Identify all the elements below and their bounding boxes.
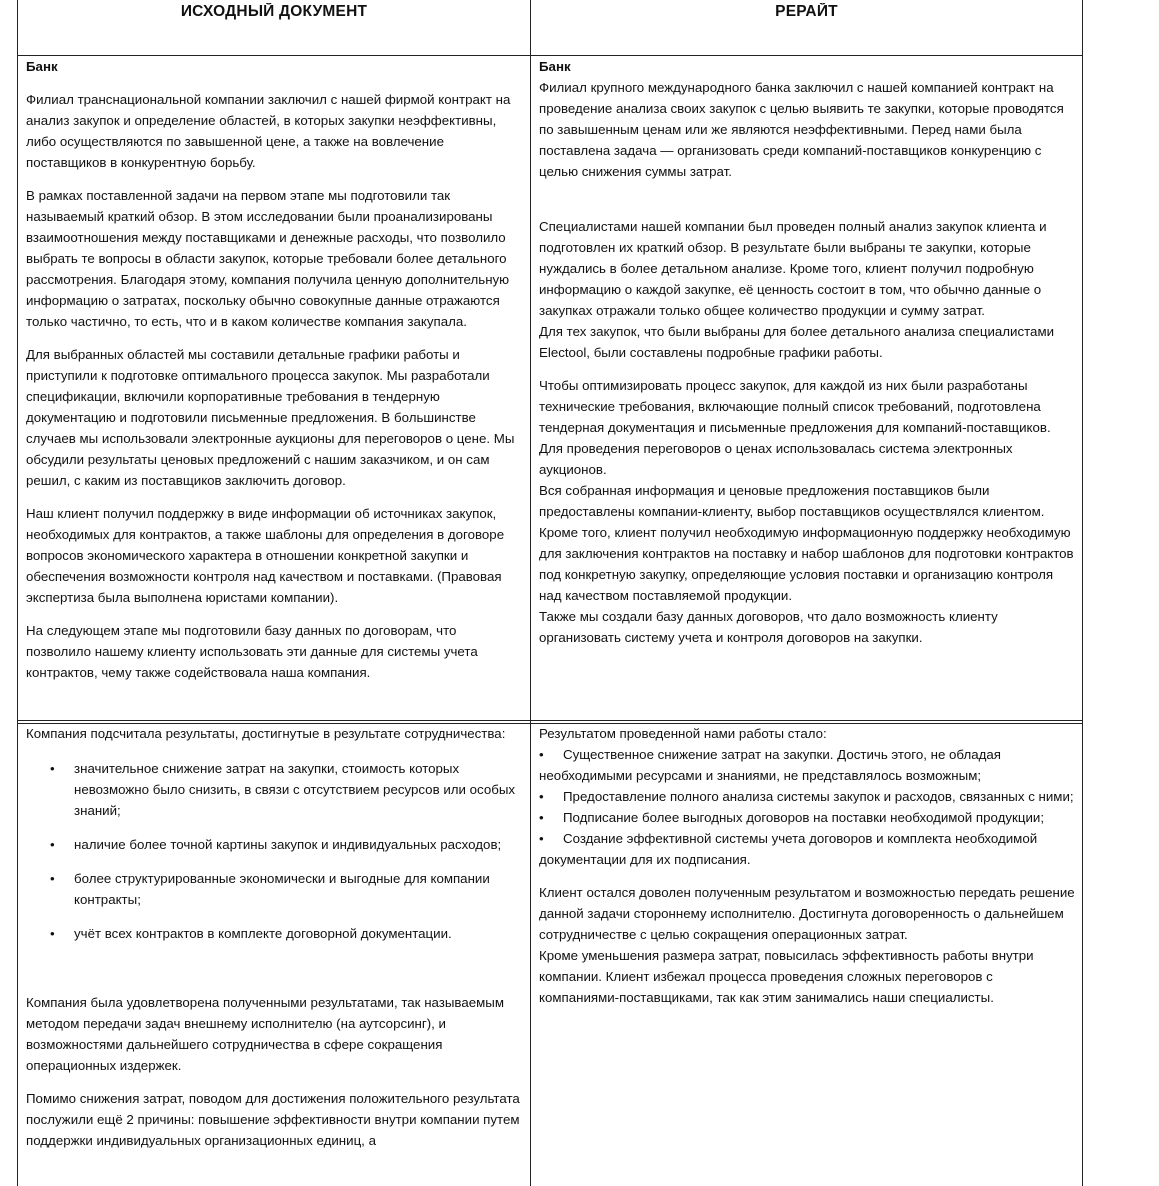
original-results-intro: Компания подсчитала результаты, достигнутые в результате сотрудничества: [26, 726, 506, 741]
bullet-icon: • [539, 789, 544, 804]
list-item [539, 828, 1076, 870]
original-paragraph: Для выбранных областей мы составили детальные графики работы и приступили к подготовке оптимального процесса закупок. Мы разработали спецификации, включили корпоративные требования в тендерную документацию и подготовили письменные предложения. В большинстве случаев мы использовали электронные аукционы для переговоров о цене. Мы обсудили результаты ценовых предложений с нашим заказчиком, и он сам решил, с каким из поставщиков заключить договор. [26, 347, 515, 488]
list-item [26, 758, 524, 821]
rewrite-paragraph: Чтобы оптимизировать процесс закупок, для каждой из них были разработаны технические требования, включающие полный список требований, подготовлена тендерная документация и письменные предложения для компаний-поставщиков. Для проведения переговоров о ценах использовалась система электронных аукционов. [539, 378, 1051, 477]
rewrite-paragraph: Специалистами нашей компании был проведен полный анализ закупок клиента и подготовлен их краткий обзор. В результате были выбраны те закупки, которые нуждались в более детальном анализе. Кроме того, клиент получил подробную информацию о каждой закупке, её ценность состоит в том, что обычно данные о закупках отражали только общее количество продукции и сумму затрат. [539, 219, 1047, 318]
original-text-block-2 [18, 723, 530, 1186]
rewrite-paragraph: Кроме уменьшения размера затрат, повысилась эффективность работы внутри компании. Клиент избежал процесса проведения сложных переговоров с компаниями-поставщиками, так как этим занимались наши специалисты. [539, 948, 1034, 1005]
header-original [18, 3, 530, 21]
original-paragraph: Компания была удовлетворена полученными результатами, так называемым методом передачи задач внешнему исполнителю (на аутсорсинг), и возможностями дальнейшего сотрудничества в сфере сокращения операционных издержек. [26, 995, 504, 1073]
rewrite-text-block-1 [531, 56, 1082, 720]
header-original-label: ИСХОДНЫЙ ДОКУМЕНТ [180, 3, 368, 20]
header-rewrite [531, 3, 1082, 21]
list-item [539, 744, 1076, 786]
list-item-text: Создание эффективной системы учета договоров и комплекта необходимой документации для их подписания. [539, 831, 1038, 867]
rewrite-paragraph: Для тех закупок, что были выбраны для более детального анализа специалистами Electool, были составлены подробные графики работы. [539, 324, 1055, 360]
original-paragraph: На следующем этапе мы подготовили базу данных по договорам, что позволило нашему клиенту использовать эти данные для системы учета контрактов, чему также содействовала наша компания. [26, 623, 478, 680]
original-paragraph: Филиал транснациональной компании заключил с нашей фирмой контракт на анализ закупок и определение областей, в которых закупки неэффективны, либо осуществляются по завышенной цене, а также на вовлечение поставщиков в конкурентную борьбу. [26, 92, 511, 170]
row-divider-top [17, 720, 1083, 721]
rewrite-paragraph: Кроме того, клиент получил необходимую информационную поддержку необходимую для заключения контрактов на поставку и набор шаблонов для подготовки контрактов под конкретную закупку, определяющие условия поставки и организацию контроля над качеством поставляемой продукции. [539, 525, 1074, 603]
original-paragraph: В рамках поставленной задачи на первом этапе мы подготовили так называемый краткий обзор. В этом исследовании были проанализированы взаимоотношения между поставщиками и денежные расходы, что позволило выбрать те вопросы в области закупок, которые требовали более детального рассмотрения. Благодаря этому, компания получила ценную дополнительную информацию о затратах, поскольку обычно совокупные данные отражаются только частично, то есть, что и в каком количестве компания закупала. [26, 188, 510, 329]
rewrite-results-list [539, 744, 1076, 870]
list-item [539, 786, 1076, 807]
list-item-text: Предоставление полного анализа системы закупок и расходов, связанных с ними; [563, 789, 1074, 804]
list-item-text: Существенное снижение затрат на закупки. Достичь этого, не обладая необходимыми ресурсами и знаниями, не представлялось возможным; [539, 747, 1001, 783]
list-item-text: более структурированные экономически и выгодные для компании контракты; [74, 871, 490, 907]
rewrite-paragraph: Филиал крупного международного банка заключил с нашей компанией контракт на проведение анализа своих закупок с целью выявить те закупки, которые проводятся по завышенным ценам или же являются неэффективными. Перед нами была поставлена задача — организовать среди компаний-поставщиков конкуренцию с целью снижения суммы затрат. [539, 80, 1064, 179]
comparison-table [17, 0, 1083, 1186]
list-item [26, 868, 524, 910]
bullet-icon: • [539, 831, 544, 846]
original-paragraph: Наш клиент получил поддержку в виде информации об источниках закупок, необходимых для контрактов, а также шаблоны для определения в договоре вопросов экономического характера в отношении конкретной закупки и обеспечения возможности контроля над качеством и поставками. (Правовая экспертиза была выполнена юристами компании). [26, 506, 505, 605]
rewrite-paragraph: Клиент остался доволен полученным результатом и возможностью передать решение данной задачи стороннему исполнителю. Достигнута договоренность о дальнейшем сотрудничестве с целью сокращения операционных затрат. [539, 885, 1075, 942]
rewrite-paragraph: Также мы создали базу данных договоров, что дало возможность клиенту организовать систему учета и контроля договоров на закупки. [539, 609, 998, 645]
list-item [26, 923, 524, 944]
bullet-icon: • [50, 926, 55, 941]
rewrite-paragraph: Вся собранная информация и ценовые предложения поставщиков были предоставлены компании-клиенту, выбор поставщиков осуществлялся клиентом. [539, 483, 1045, 519]
list-item-text: Подписание более выгодных договоров на поставки необходимой продукции; [563, 810, 1045, 825]
bullet-icon: • [50, 871, 55, 886]
original-title: Банк [26, 59, 58, 74]
header-rewrite-label: РЕРАЙТ [775, 3, 838, 20]
list-item [539, 807, 1076, 828]
list-item-text: значительное снижение затрат на закупки, стоимость которых невозможно было снизить, в связи с отсутствием ресурсов или особых знаний; [74, 761, 516, 818]
bullet-icon: • [539, 810, 544, 825]
list-item-text: учёт всех контрактов в комплекте договорной документации. [74, 926, 452, 941]
original-results-list [26, 758, 524, 944]
list-item-text: наличие более точной картины закупок и индивидуальных расходов; [74, 837, 502, 852]
bullet-icon: • [50, 761, 55, 776]
bullet-icon: • [50, 837, 55, 852]
original-paragraph: Помимо снижения затрат, поводом для достижения положительного результата послужили ещё 2 причины: повышение эффективности внутри компании путем поддержки индивидуальных организационных единиц, а [26, 1091, 520, 1148]
rewrite-text-block-2 [531, 723, 1082, 1186]
list-item [26, 834, 524, 855]
original-text-block-1 [18, 56, 530, 720]
bullet-icon: • [539, 747, 544, 762]
rewrite-results-intro: Результатом проведенной нами работы стало: [539, 726, 827, 741]
table-border-right [1082, 0, 1083, 1186]
rewrite-title: Банк [539, 59, 571, 74]
